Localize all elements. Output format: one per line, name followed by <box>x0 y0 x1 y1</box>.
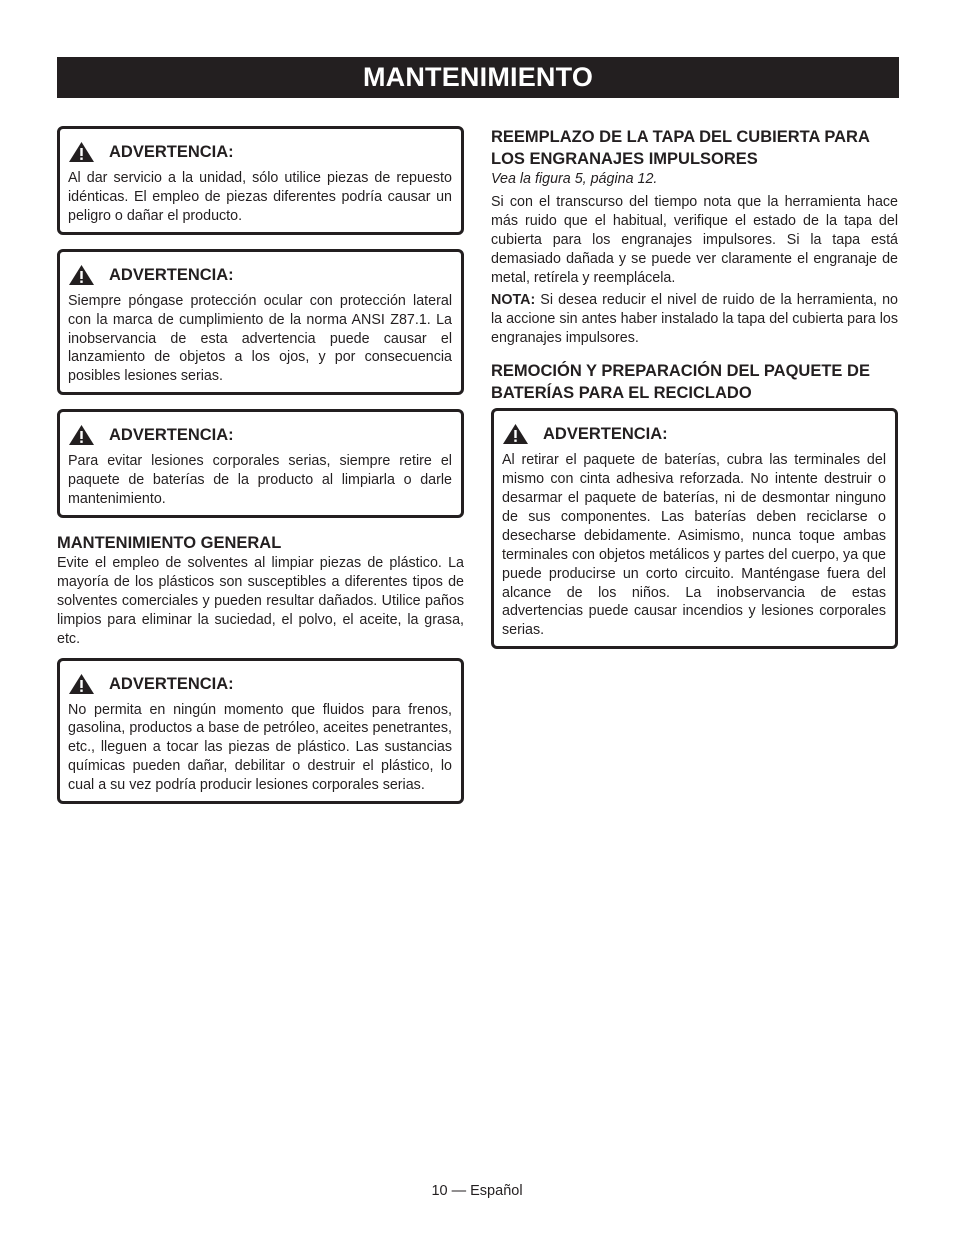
warning-title: ADVERTENCIA: <box>543 425 668 444</box>
warning-header <box>68 424 452 446</box>
figure-reference: Vea la figura 5, página 12. <box>491 171 658 187</box>
warning-box-battery-recycling <box>491 408 898 649</box>
warning-box-battery-removal <box>57 409 464 518</box>
warning-text: No permita en ningún momento que fluidos para frenos, gasolina, productos a base de petróleo, aceites penetrantes, etc., lleguen a tocar las piezas de plástico. Las sustancias químicas pueden dañar, debilitar o destruir el plástico, lo cual a su vez podría producir lesiones corporales serias. <box>68 701 452 794</box>
gear-cover-text: Si con el transcurso del tiempo nota que la herramienta hace más ruido que el habitual, verifique el estado de la tapa del cubierta para los engranajes impulsores. Si la tapa está demasiado dañada y se puede ver claramente el engranaje de metal, retírela y reemplácela. <box>491 193 898 286</box>
left-column <box>57 126 464 818</box>
warning-header <box>68 264 452 286</box>
general-maintenance-text: Evite el empleo de solventes al limpiar piezas de plástico. La mayoría de los plásticos son susceptibles a diferentes tipos de solventes comerciales y pueden resultar dañados. Utilice paños limpios para eliminar la suciedad, el polvo, el aceite, la grasa, etc. <box>57 554 464 647</box>
warning-title: ADVERTENCIA: <box>109 426 234 445</box>
warning-box-parts <box>57 126 464 235</box>
warning-triangle-icon <box>68 424 95 446</box>
warning-box-eye-protection <box>57 249 464 396</box>
gear-cover-note <box>491 291 898 348</box>
warning-text: Al dar servicio a la unidad, sólo utilice piezas de repuesto idénticas. El empleo de piezas diferentes podría causar un peligro o dañar el producto. <box>68 170 452 224</box>
warning-triangle-icon <box>502 423 529 445</box>
section-heading-general: MANTENIMIENTO GENERAL <box>57 533 282 552</box>
section-heading-gear-cover: REEMPLAZO DE LA TAPA DEL CUBIERTA PARA LOS ENGRANAJES IMPULSORES <box>491 128 870 168</box>
warning-header <box>68 141 452 163</box>
warning-title: ADVERTENCIA: <box>109 674 234 693</box>
warning-title: ADVERTENCIA: <box>109 265 234 284</box>
page-title: MANTENIMIENTO <box>57 57 899 98</box>
note-text: Si desea reducir el nivel de ruido de la herramienta, no la accione sin antes haber instalado la tapa del cubierta para los engranajes impulsores. <box>491 292 898 347</box>
note-label: NOTA: <box>491 292 536 309</box>
warning-triangle-icon <box>68 264 95 286</box>
warning-triangle-icon <box>68 141 95 163</box>
warning-text: Siempre póngase protección ocular con protección lateral con la marca de cumplimiento de la norma ANSI Z87.1. La inobservancia de esta advertencia puede causar el lanzamiento de objetos a los ojos, y por consecuencia posibles lesiones serias. <box>68 292 452 385</box>
right-column <box>491 126 898 663</box>
warning-header <box>68 673 452 695</box>
warning-triangle-icon <box>68 673 95 695</box>
warning-box-fluids <box>57 658 464 805</box>
page-footer: 10 — Español <box>431 1183 523 1199</box>
warning-text: Para evitar lesiones corporales serias, siempre retire el paquete de baterías de la producto al limpiarla o darle mantenimiento. <box>68 453 452 508</box>
section-heading-battery: REMOCIÓN Y PREPARACIÓN DEL PAQUETE DE BATERÍAS PARA EL RECICLADO <box>491 362 870 403</box>
warning-title: ADVERTENCIA: <box>109 143 234 161</box>
warning-header <box>502 423 886 445</box>
warning-text: Al retirar el paquete de baterías, cubra las terminales del mismo con cinta adhesiva reforzada. No intente destruir o desarmar el paquete de baterías, ni de desmontar ninguno de sus componentes. Las baterías deben reciclarse o desecharse debidamente. Asimismo, nunca toque ambas terminales con objetos metálicos y partes del cuerpo, ya que puede producirse un corto circuito. Manténgase fuera del alcance de los niños. La inobservancia de estas advertencias puede causar incendios y lesiones corporales serias. <box>502 452 886 639</box>
